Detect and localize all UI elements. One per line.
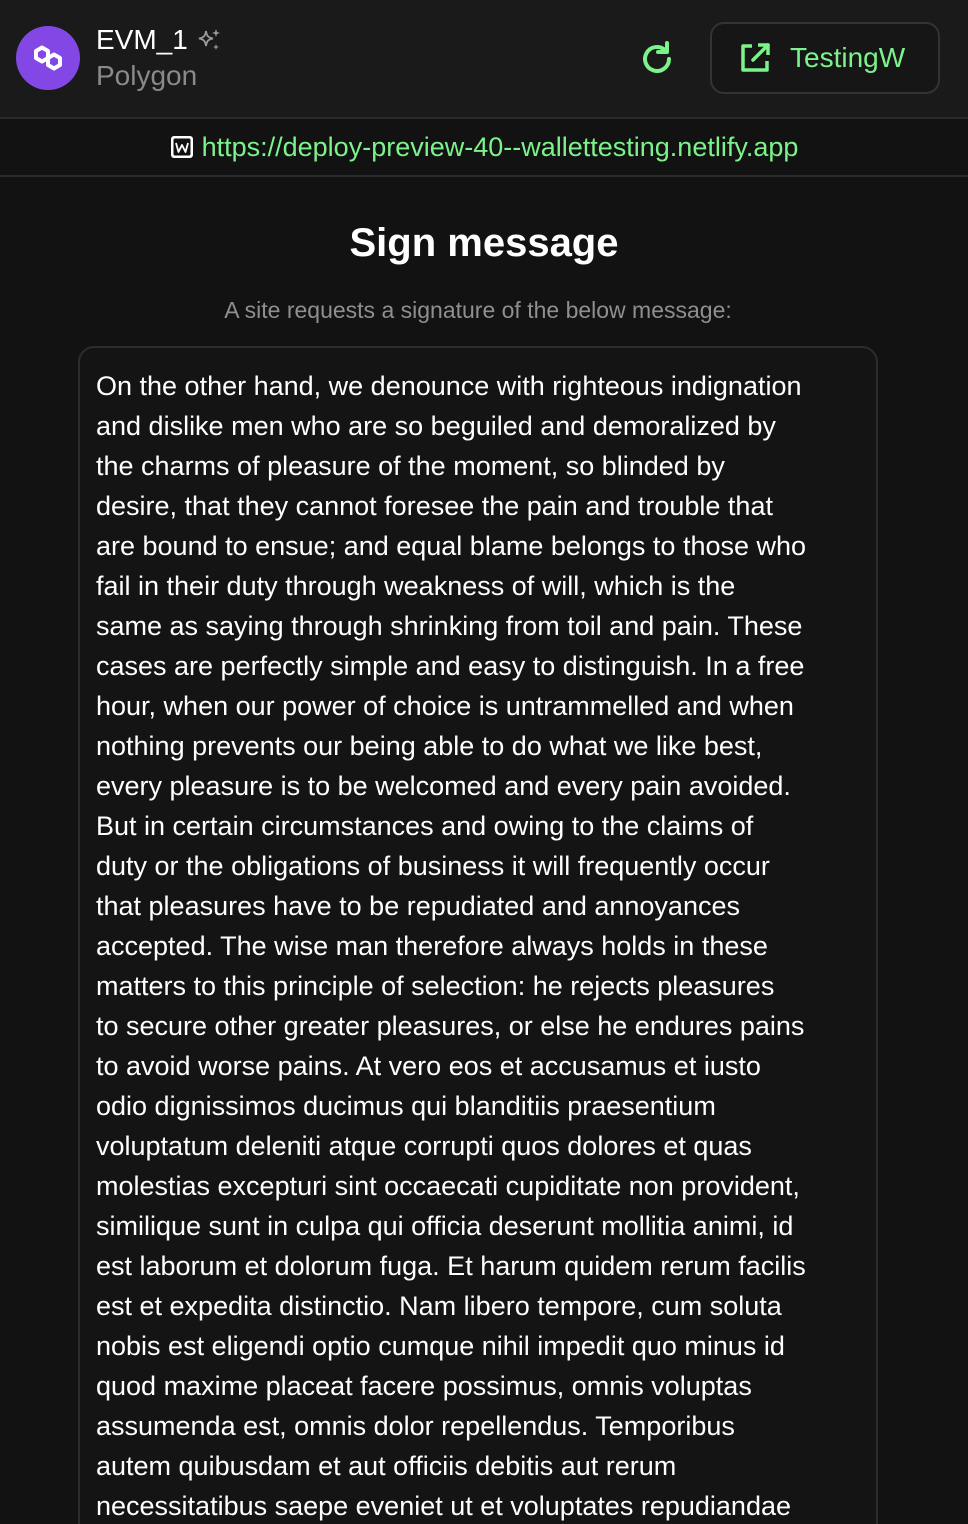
- network-name: Polygon: [96, 60, 198, 91]
- site-favicon-icon: [170, 135, 194, 159]
- page-subtitle: A site requests a signature of the below message:: [224, 297, 732, 323]
- refresh-button[interactable]: [636, 38, 678, 80]
- header: [0, 0, 968, 119]
- account-button[interactable]: [710, 22, 940, 94]
- message-box[interactable]: [78, 346, 878, 1524]
- page-title: Sign message: [349, 221, 619, 265]
- sparkle-icon: [196, 27, 222, 53]
- polygon-logo-icon: [16, 26, 80, 90]
- wallet-name[interactable]: [96, 22, 222, 58]
- message-text: On the other hand, we denounce with righteous indignation and dislike men who are so beguiled and demoralized by the charms of pleasure of the moment, so blinded by desire, that they cannot foresee the pain and trouble that are bound to ensue; and equal blame belongs to those who fail in their duty through weakness of will, which is the same as saying through shrinking from toil and pain. These cases are perfectly simple and easy to distinguish. In a free hour, when our power of choice is untrammelled and when nothing prevents our being able to do what we like best, every pleasure is to be welcomed and every pain avoided. But in certain circumstances and owing to the claims of duty or the obligations of business it will frequently occur that pleasures have to be repudiated and annoyances accepted. The wise man therefore always holds in these matters to this principle of selection: he rejects pleasures to secure other greater pleasures, or else he endures pains to avoid worse pains. At vero eos et accusamus et iusto odio dignissimos ducimus qui blanditiis praesentium voluptatum deleniti atque corrupti quos dolores et quas molestias excepturi sint occaecati cupiditate non provident, similique sunt in culpa qui officia deserunt mollitia animi, id est laborum et dolorum fuga. Et harum quidem rerum facilis est et expedita distinctio. Nam libero tempore, cum soluta nobis est eligendi optio cumque nihil impedit quo minus id quod maxime placeat facere possimus, omnis voluptas assumenda est, omnis dolor repellendus. Temporibus autem quibusdam et aut officiis debitis aut rerum necessitatibus saepe eveniet ut et voluptates repudiandae: [96, 371, 807, 1521]
- origin-bar: [0, 119, 968, 177]
- refresh-icon: [638, 40, 676, 78]
- account-label: TestingW: [790, 42, 906, 73]
- origin-url[interactable]: https://deploy-preview-40--wallettesting.netlify.app: [201, 131, 799, 162]
- wallet-name-label: EVM_1: [96, 24, 188, 55]
- external-link-icon: [738, 41, 772, 75]
